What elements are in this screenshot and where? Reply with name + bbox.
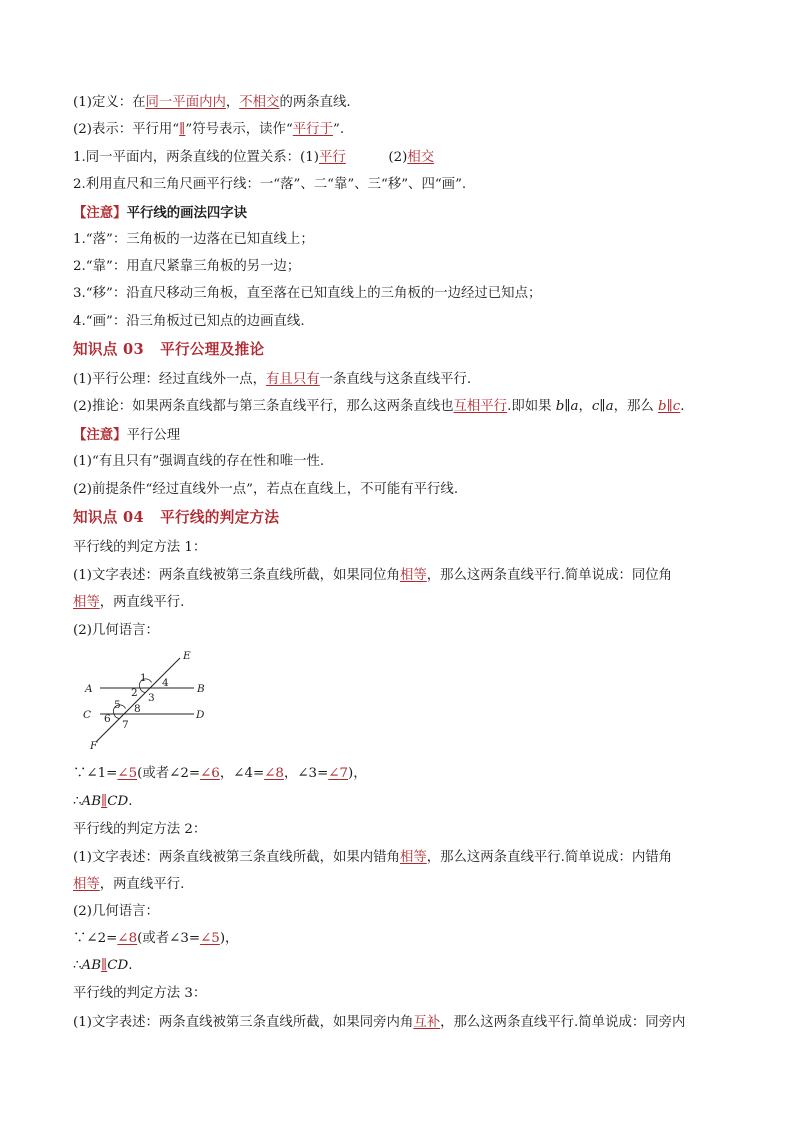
text-line <box>73 621 159 641</box>
text-span: 【注意】 <box>73 427 127 443</box>
text-span: (2)几何语言： <box>73 623 159 638</box>
text-line <box>73 425 180 446</box>
text-line <box>73 593 184 613</box>
text-line <box>73 452 324 472</box>
text-span: (2)推论：如果两条直线都与第三条直线平行，那么这两条直线也 <box>73 399 454 414</box>
answer-text: ∠8 <box>117 931 138 946</box>
text-line <box>73 848 672 868</box>
text-span: ，那么这两条直线平行.简单说成：内错角 <box>426 850 673 865</box>
text-line <box>73 1013 685 1033</box>
text-line <box>73 929 238 949</box>
text-span: 2.利用直尺和三角尺画平行线：一“落”、二“靠”、三“移”、四“画”. <box>73 177 467 192</box>
text-line <box>73 312 305 332</box>
text-span: (2)几何语言： <box>73 904 159 919</box>
text-span: (1)文字表述：两条直线被第三条直线所截，如果内错角 <box>73 850 400 865</box>
angle-label-1: 1 <box>140 672 147 684</box>
answer-text: ∠7 <box>328 766 349 781</box>
text-line <box>73 93 351 113</box>
text-span: 平行线的画法四字诀 <box>126 205 248 221</box>
text-span: 【注意】 <box>73 205 127 221</box>
text-line <box>73 508 279 529</box>
text-span: ，那么这两条直线平行.简单说成：同旁内 <box>440 1015 686 1030</box>
text-span: CD <box>107 958 129 973</box>
text-span: . <box>128 958 133 973</box>
point-label-f: F <box>90 740 98 752</box>
text-line <box>73 956 132 976</box>
answer-text: ∠5 <box>200 931 220 946</box>
answer-text: ∥ <box>101 794 108 809</box>
text-span: 的两条直线. <box>279 95 351 110</box>
text-span: )， <box>219 931 239 946</box>
text-span: 1.同一平面内，两条直线的位置关系：(1) <box>73 150 319 165</box>
text-line <box>73 120 344 140</box>
text-line <box>73 203 247 224</box>
transversal-ef <box>96 658 180 742</box>
text-span: (1)定义：在 <box>73 95 146 110</box>
text-span: ，那么 <box>613 399 659 414</box>
text-line <box>73 538 206 558</box>
text-span: ∴ <box>73 958 82 973</box>
answer-text: 平行于 <box>292 122 333 137</box>
text-span: (1)文字表述：两条直线被第三条直线所截，如果同旁内角 <box>73 1015 414 1030</box>
angle-label-7: 7 <box>122 719 129 731</box>
text-line <box>73 480 458 500</box>
answer-text: 相等 <box>73 595 100 610</box>
text-span: ∥ <box>564 399 571 414</box>
angle-label-4: 4 <box>162 677 169 689</box>
text-line <box>73 875 184 895</box>
text-span: . <box>680 399 685 414</box>
text-line <box>73 257 300 277</box>
text-span: 2.“靠”：用直尺紧靠三角板的另一边； <box>73 259 301 274</box>
text-line <box>73 792 132 812</box>
answer-text: 相等 <box>399 568 427 583</box>
text-line <box>73 370 471 390</box>
text-span: AB <box>81 958 102 973</box>
text-span: 平行公理 <box>126 428 181 443</box>
section-heading: 知识点 04 平行线的判定方法 <box>73 509 280 526</box>
angle-label-5: 5 <box>114 699 121 711</box>
answer-text: 互相平行 <box>453 399 508 414</box>
section-heading: 知识点 03 平行公理及推论 <box>73 341 265 358</box>
text-span: (2)前提条件“经过直线外一点”，若点在直线上，不可能有平行线. <box>73 482 459 497</box>
text-span: (或者∠3= <box>137 931 201 946</box>
answer-text: 相等 <box>73 877 100 892</box>
text-span: 1.“落”：三角板的一边落在已知直线上； <box>73 232 314 247</box>
angle-arc-lower <box>114 714 120 719</box>
answer-text: 不相交 <box>239 95 280 110</box>
text-line <box>73 148 434 168</box>
text-line <box>73 230 314 250</box>
text-span: 3.“移”：沿直尺移动三角板，直至落在已知直线上的三角板的一边经过已知点； <box>73 286 542 301</box>
text-span: (或者∠2= <box>137 766 201 781</box>
answer-text: ∥ <box>101 958 108 973</box>
text-line <box>73 902 159 922</box>
answer-text: ∠6 <box>200 766 220 781</box>
text-span: (1)平行公理：经过直线外一点， <box>73 372 267 387</box>
answer-text: 相等 <box>399 850 427 865</box>
point-label-e: E <box>183 650 191 662</box>
answer-text: 平行 <box>319 150 346 165</box>
text-span: 4.“画”：沿三角板过已知点的边画直线. <box>73 314 305 329</box>
text-line <box>73 397 685 417</box>
angle-label-6: 6 <box>104 713 111 725</box>
text-span: 一条直线与这条直线平行. <box>319 372 472 387</box>
text-span: AB <box>81 794 102 809</box>
answer-text: b∥c <box>658 399 681 414</box>
text-span: 平行线的判定方法 1： <box>73 540 207 555</box>
text-span: )， <box>348 766 367 781</box>
point-label-b: B <box>197 683 205 695</box>
text-span: ∵∠2= <box>73 931 118 946</box>
text-span: a <box>605 399 614 414</box>
point-label-a: A <box>85 683 93 695</box>
text-span: a <box>570 399 579 414</box>
point-label-d: D <box>196 709 205 721</box>
text-line <box>73 284 541 304</box>
text-span: ，两直线平行. <box>99 595 185 610</box>
answer-text: 有且只有 <box>266 372 320 387</box>
text-span: c <box>591 399 600 414</box>
parallel-lines-figure <box>76 648 216 752</box>
text-span: ”. <box>332 122 345 137</box>
text-line <box>73 340 264 361</box>
text-span: ，那么这两条直线平行.简单说成：同位角 <box>426 568 673 583</box>
text-line <box>73 175 466 195</box>
text-span: ， <box>225 95 240 110</box>
text-span: 平行线的判定方法 2： <box>73 822 207 837</box>
text-span: ，∠4= <box>219 766 265 781</box>
text-span: ”符号表示，读作“ <box>185 122 293 137</box>
answer-text: 互补 <box>413 1015 441 1030</box>
angle-label-8: 8 <box>134 703 141 715</box>
text-line <box>73 820 206 840</box>
text-span: .即如果 <box>507 399 556 414</box>
angle-label-3: 3 <box>148 692 155 704</box>
text-span: . <box>128 794 133 809</box>
text-span: ∵∠1= <box>73 766 118 781</box>
point-label-c: C <box>83 709 92 721</box>
angle-label-2: 2 <box>131 687 138 699</box>
text-line <box>73 764 367 784</box>
text-span: ，两直线平行. <box>99 877 185 892</box>
text-span: ，∠3= <box>283 766 329 781</box>
text-span: ∥ <box>599 399 606 414</box>
text-span: b <box>555 399 565 414</box>
text-span: (2) <box>345 150 408 165</box>
text-line <box>73 984 206 1004</box>
text-line <box>73 566 672 586</box>
answer-text: 相交 <box>407 150 435 165</box>
answer-text: ∠8 <box>264 766 284 781</box>
text-span: (1)“有且只有”强调直线的存在性和唯一性. <box>73 454 325 469</box>
text-span: ∴ <box>73 794 82 809</box>
angle-arc-upper <box>140 688 146 693</box>
text-span: ， <box>578 399 592 414</box>
answer-text: ∥ <box>179 122 186 137</box>
text-span: 平行线的判定方法 3： <box>73 986 207 1001</box>
text-span: (1)文字表述：两条直线被第三条直线所截，如果同位角 <box>73 568 400 583</box>
answer-text: ∠5 <box>117 766 138 781</box>
text-span: CD <box>107 794 129 809</box>
answer-text: 同一平面内内 <box>145 95 226 110</box>
text-span: (2)表示：平行用“ <box>73 122 180 137</box>
